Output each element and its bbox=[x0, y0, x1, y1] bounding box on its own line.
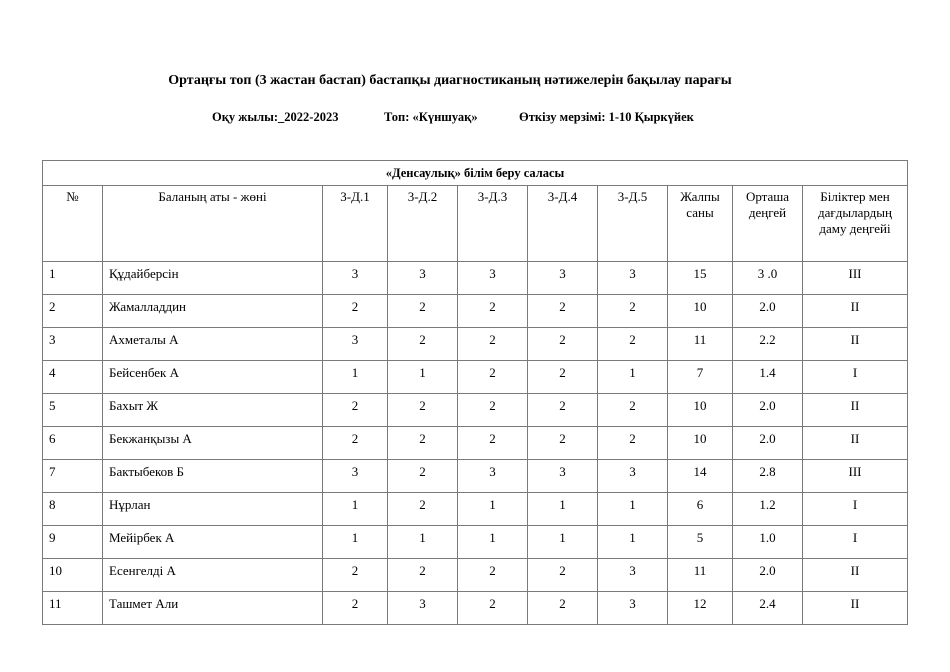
cell-d4: 1 bbox=[528, 493, 598, 526]
cell-d4: 2 bbox=[528, 328, 598, 361]
cell-d1: 2 bbox=[323, 427, 388, 460]
cell-d5: 1 bbox=[598, 493, 668, 526]
cell-d1: 3 bbox=[323, 262, 388, 295]
cell-avg: 2.0 bbox=[733, 559, 803, 592]
cell-d4: 2 bbox=[528, 361, 598, 394]
header-row bbox=[43, 186, 908, 262]
diagnostics-table bbox=[42, 160, 908, 625]
header-level: Біліктер мен дағдылардың даму деңгейі bbox=[803, 186, 908, 262]
cell-total: 11 bbox=[668, 328, 733, 361]
cell-name: Есенгелді А bbox=[103, 559, 323, 592]
cell-level: II bbox=[803, 592, 908, 625]
table-row bbox=[43, 592, 908, 625]
cell-d4: 2 bbox=[528, 394, 598, 427]
cell-d5: 3 bbox=[598, 460, 668, 493]
cell-name: Ташмет Али bbox=[103, 592, 323, 625]
cell-d5: 3 bbox=[598, 559, 668, 592]
cell-name: Бекжанқызы А bbox=[103, 427, 323, 460]
cell-level: II bbox=[803, 328, 908, 361]
cell-d4: 3 bbox=[528, 460, 598, 493]
cell-total: 5 bbox=[668, 526, 733, 559]
cell-d5: 3 bbox=[598, 262, 668, 295]
table-row bbox=[43, 328, 908, 361]
cell-avg: 2.4 bbox=[733, 592, 803, 625]
cell-d4: 2 bbox=[528, 592, 598, 625]
cell-d2: 2 bbox=[388, 493, 458, 526]
cell-level: I bbox=[803, 526, 908, 559]
header-num: № bbox=[43, 186, 103, 262]
table-row bbox=[43, 559, 908, 592]
cell-d3: 2 bbox=[458, 361, 528, 394]
table-row bbox=[43, 493, 908, 526]
cell-d5: 2 bbox=[598, 295, 668, 328]
cell-d1: 1 bbox=[323, 493, 388, 526]
cell-d2: 2 bbox=[388, 559, 458, 592]
cell-d5: 2 bbox=[598, 394, 668, 427]
document-title: Ортаңғы топ (3 жастан бастап) бастапқы диагностиканың нәтижелерін бақылау парағы bbox=[168, 73, 732, 88]
cell-name: Жамалладдин bbox=[103, 295, 323, 328]
cell-avg: 1.4 bbox=[733, 361, 803, 394]
cell-name: Ахметалы А bbox=[103, 328, 323, 361]
cell-num: 7 bbox=[43, 460, 103, 493]
table-row bbox=[43, 427, 908, 460]
cell-avg: 2.2 bbox=[733, 328, 803, 361]
cell-d5: 3 bbox=[598, 592, 668, 625]
header-avg: Орташа деңгей bbox=[733, 186, 803, 262]
cell-d1: 3 bbox=[323, 460, 388, 493]
cell-d3: 2 bbox=[458, 295, 528, 328]
cell-num: 1 bbox=[43, 262, 103, 295]
table-row bbox=[43, 526, 908, 559]
cell-total: 11 bbox=[668, 559, 733, 592]
cell-name: Нұрлан bbox=[103, 493, 323, 526]
table-row bbox=[43, 394, 908, 427]
cell-d1: 2 bbox=[323, 295, 388, 328]
cell-d3: 1 bbox=[458, 526, 528, 559]
cell-d1: 2 bbox=[323, 394, 388, 427]
cell-level: II bbox=[803, 394, 908, 427]
cell-d3: 2 bbox=[458, 394, 528, 427]
cell-num: 10 bbox=[43, 559, 103, 592]
cell-d1: 1 bbox=[323, 361, 388, 394]
table-row bbox=[43, 295, 908, 328]
group-name: Топ: «Күншуақ» bbox=[384, 110, 478, 124]
cell-d1: 1 bbox=[323, 526, 388, 559]
cell-name: Құдайберсін bbox=[103, 262, 323, 295]
cell-d4: 2 bbox=[528, 427, 598, 460]
cell-d2: 3 bbox=[388, 592, 458, 625]
cell-d2: 2 bbox=[388, 295, 458, 328]
table-row bbox=[43, 460, 908, 493]
cell-d3: 3 bbox=[458, 460, 528, 493]
header-d3: 3-Д.3 bbox=[458, 186, 528, 262]
cell-name: Бактыбеков Б bbox=[103, 460, 323, 493]
table-body bbox=[43, 262, 908, 625]
cell-num: 2 bbox=[43, 295, 103, 328]
cell-total: 6 bbox=[668, 493, 733, 526]
cell-total: 10 bbox=[668, 394, 733, 427]
cell-name: Мейірбек А bbox=[103, 526, 323, 559]
cell-d3: 2 bbox=[458, 427, 528, 460]
cell-d4: 1 bbox=[528, 526, 598, 559]
cell-d1: 2 bbox=[323, 592, 388, 625]
cell-total: 10 bbox=[668, 427, 733, 460]
cell-d3: 2 bbox=[458, 592, 528, 625]
cell-d2: 2 bbox=[388, 460, 458, 493]
header-name: Баланың аты - жөні bbox=[103, 186, 323, 262]
header-d5: 3-Д.5 bbox=[598, 186, 668, 262]
cell-d1: 2 bbox=[323, 559, 388, 592]
education-domain: «Денсаулық» білім беру саласы bbox=[43, 161, 908, 186]
table-row bbox=[43, 262, 908, 295]
cell-num: 9 bbox=[43, 526, 103, 559]
cell-d2: 2 bbox=[388, 328, 458, 361]
cell-total: 12 bbox=[668, 592, 733, 625]
cell-d3: 1 bbox=[458, 493, 528, 526]
header-d1: 3-Д.1 bbox=[323, 186, 388, 262]
header-d2: 3-Д.2 bbox=[388, 186, 458, 262]
cell-level: II bbox=[803, 295, 908, 328]
cell-avg: 2.0 bbox=[733, 295, 803, 328]
table-row bbox=[43, 361, 908, 394]
cell-level: III bbox=[803, 460, 908, 493]
cell-name: Бахыт Ж bbox=[103, 394, 323, 427]
cell-d5: 2 bbox=[598, 328, 668, 361]
cell-d3: 3 bbox=[458, 262, 528, 295]
cell-avg: 2.8 bbox=[733, 460, 803, 493]
cell-total: 7 bbox=[668, 361, 733, 394]
cell-d4: 2 bbox=[528, 295, 598, 328]
cell-d5: 1 bbox=[598, 361, 668, 394]
cell-d4: 3 bbox=[528, 262, 598, 295]
cell-total: 10 bbox=[668, 295, 733, 328]
cell-d2: 1 bbox=[388, 526, 458, 559]
cell-num: 11 bbox=[43, 592, 103, 625]
cell-num: 6 bbox=[43, 427, 103, 460]
cell-total: 14 bbox=[668, 460, 733, 493]
cell-level: II bbox=[803, 427, 908, 460]
header-total: Жалпы саны bbox=[668, 186, 733, 262]
cell-level: III bbox=[803, 262, 908, 295]
cell-num: 8 bbox=[43, 493, 103, 526]
cell-name: Бейсенбек А bbox=[103, 361, 323, 394]
cell-level: I bbox=[803, 493, 908, 526]
cell-d3: 2 bbox=[458, 559, 528, 592]
cell-level: II bbox=[803, 559, 908, 592]
assessment-period: Өткізу мерзімі: 1-10 Қыркүйек bbox=[519, 110, 694, 124]
cell-d2: 1 bbox=[388, 361, 458, 394]
cell-avg: 2.0 bbox=[733, 427, 803, 460]
cell-d2: 2 bbox=[388, 394, 458, 427]
cell-num: 5 bbox=[43, 394, 103, 427]
document-meta bbox=[212, 110, 694, 125]
academic-year: Оқу жылы:_2022-2023 bbox=[212, 110, 339, 124]
cell-d2: 2 bbox=[388, 427, 458, 460]
cell-avg: 2.0 bbox=[733, 394, 803, 427]
cell-d3: 2 bbox=[458, 328, 528, 361]
cell-avg: 1.2 bbox=[733, 493, 803, 526]
cell-num: 4 bbox=[43, 361, 103, 394]
cell-d1: 3 bbox=[323, 328, 388, 361]
cell-total: 15 bbox=[668, 262, 733, 295]
domain-row bbox=[43, 161, 908, 186]
cell-avg: 1.0 bbox=[733, 526, 803, 559]
cell-level: I bbox=[803, 361, 908, 394]
cell-d4: 2 bbox=[528, 559, 598, 592]
cell-avg: 3 .0 bbox=[733, 262, 803, 295]
cell-d5: 1 bbox=[598, 526, 668, 559]
cell-d2: 3 bbox=[388, 262, 458, 295]
cell-num: 3 bbox=[43, 328, 103, 361]
header-d4: 3-Д.4 bbox=[528, 186, 598, 262]
cell-d5: 2 bbox=[598, 427, 668, 460]
